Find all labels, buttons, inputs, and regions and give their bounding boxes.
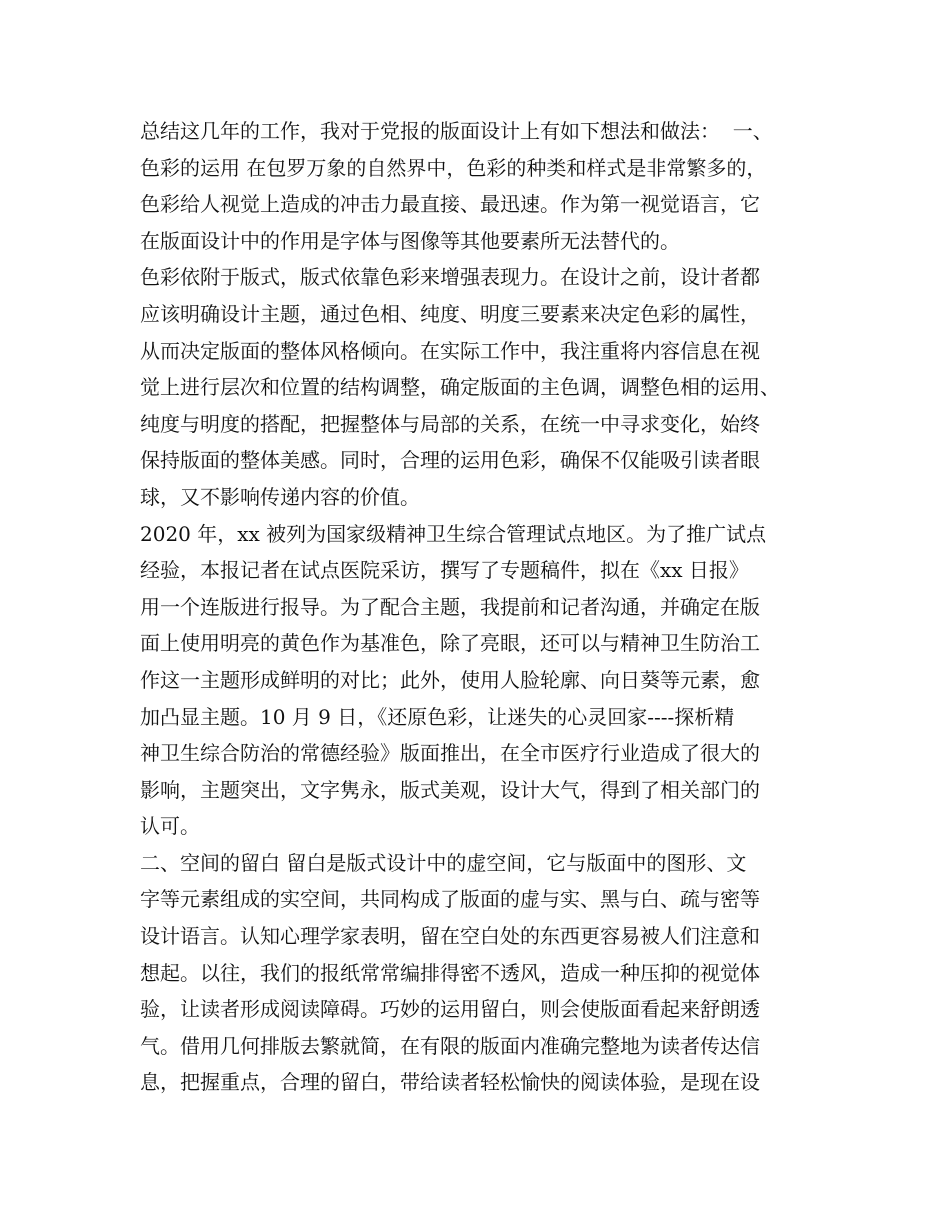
text-line: 字等元素组成的实空间，共同构成了版面的虚与实、黑与白、疏与密等 <box>140 887 760 912</box>
text-line: 作这一主题形成鲜明的对比；此外，使用人脸轮廓、向日葵等元素，愈 <box>140 667 760 692</box>
text-line: 纯度与明度的搭配，把握整体与局部的关系，在统一中寻求变化，始终 <box>140 411 760 436</box>
text-line: 加凸显主题。10 月 9 日，《还原色彩，让迷失的心灵回家----探析精 <box>140 704 735 729</box>
text-line: 验，让读者形成阅读障碍。巧妙的运用留白，则会使版面看起来舒朗透 <box>140 997 760 1022</box>
text-line: 经验，本报记者在试点医院采访，撰写了专题稿件，拟在《xx 日报》 <box>140 558 749 583</box>
text-line: 2020 年，xx 被列为国家级精神卫生综合管理试点地区。为了推广试点 <box>140 521 767 546</box>
text-line: 气。借用几何排版去繁就简，在有限的版面内准确完整地为读者传达信 <box>140 1033 760 1058</box>
text-line: 保持版面的整体美感。同时，合理的运用色彩，确保不仅能吸引读者眼 <box>140 448 760 473</box>
text-line: 二、空间的留白 留白是版式设计中的虚空间，它与版面中的图形、文 <box>140 850 747 875</box>
text-line: 色彩依附于版式，版式依靠色彩来增强表现力。在设计之前，设计者都 <box>140 265 760 290</box>
text-line: 想起。以往，我们的报纸常常编排得密不透风，造成一种压抑的视觉体 <box>140 960 760 985</box>
body-text <box>140 113 830 1101</box>
text-line: 影响，主题突出，文字隽永，版式美观，设计大气，得到了相关部门的 <box>140 777 760 802</box>
text-line: 面上使用明亮的黄色作为基准色，除了亮眼，还可以与精神卫生防治工 <box>140 631 760 656</box>
text-line: 用一个连版进行报导。为了配合主题，我提前和记者沟通，并确定在版 <box>140 594 760 619</box>
text-line: 设计语言。认知心理学家表明，留在空白处的东西更容易被人们注意和 <box>140 924 760 949</box>
text-line: 应该明确设计主题，通过色相、纯度、明度三要素来决定色彩的属性， <box>140 301 760 326</box>
text-line: 觉上进行层次和位置的结构调整，确定版面的主色调，调整色相的运用、 <box>140 375 780 400</box>
text-line: 球，又不影响传递内容的价值。 <box>140 484 420 509</box>
text-line: 色彩的运用 在包罗万象的自然界中，色彩的种类和样式是非常繁多的， <box>140 155 767 180</box>
text-line: 色彩给人视觉上造成的冲击力最直接、最迅速。作为第一视觉语言，它 <box>140 192 760 217</box>
text-line: 在版面设计中的作用是字体与图像等其他要素所无法替代的。 <box>140 228 680 253</box>
text-line: 认可。 <box>140 814 200 839</box>
text-line: 总结这几年的工作，我对于党报的版面设计上有如下想法和做法： 一、 <box>140 119 773 143</box>
text-line: 息，把握重点，合理的留白，带给读者轻松愉快的阅读体验，是现在设 <box>140 1070 760 1095</box>
text-line: 从而决定版面的整体风格倾向。在实际工作中，我注重将内容信息在视 <box>140 338 760 363</box>
text-line: 神卫生综合防治的常德经验》版面推出，在全市医疗行业造成了很大的 <box>140 741 760 766</box>
